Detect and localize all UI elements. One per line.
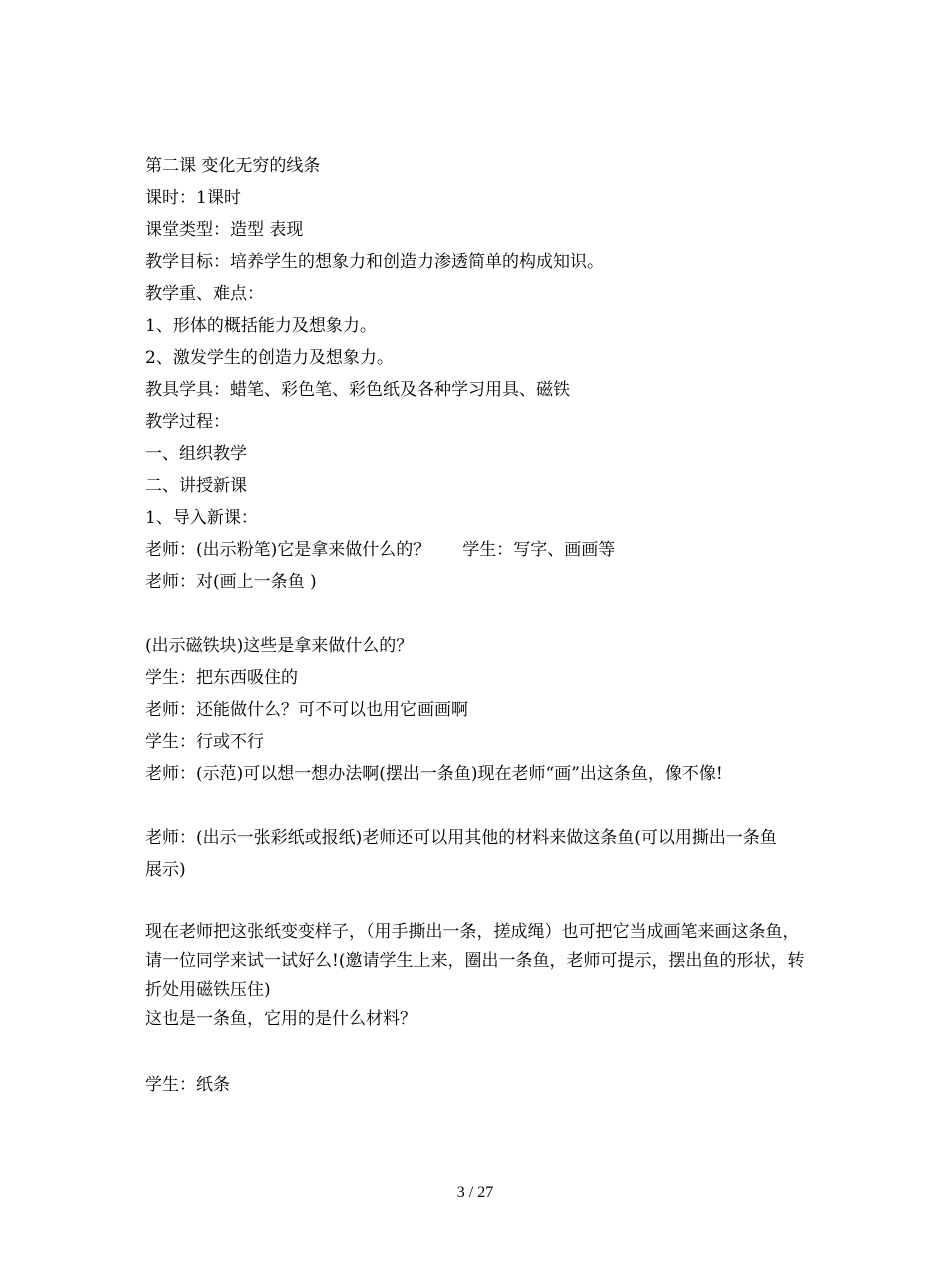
teacher-question: 老师：(出示粉笔)它是拿来做什么的？ <box>145 540 431 560</box>
blank-line <box>145 790 810 822</box>
blank-line <box>145 598 810 630</box>
lesson-type: 课堂类型：造型 表现 <box>145 220 304 240</box>
document-body <box>145 150 810 1101</box>
student-line: 学生：把东西吸住的 <box>145 668 298 688</box>
intro-heading: 1、导入新课： <box>145 508 258 528</box>
lesson-title: 第二课 变化无穷的线条 <box>145 156 321 176</box>
teacher-paragraph: 现在老师把这张纸变变样子，（用手撕出一条，搓成绳）也可把它当成画笔来画这条鱼，请一位同学来试一试好么!(邀请学生上来，圈出一条鱼，老师可提示，摆出鱼的形状，转折处用磁铁压住) <box>145 922 805 1000</box>
class-hours: 课时：1课时 <box>145 188 241 208</box>
blank-line <box>145 1037 810 1069</box>
dialogue-line <box>145 534 810 566</box>
key-points-heading: 教学重、难点： <box>145 284 264 304</box>
teaching-materials: 教具学具：蜡笔、彩色笔、彩色纸及各种学习用具、磁铁 <box>145 380 570 400</box>
teacher-paragraph: 老师：(示范)可以想一想办法啊(摆出一条鱼)现在老师“画”出这条鱼，像不像! <box>145 764 723 784</box>
student-line: 学生：纸条 <box>145 1075 230 1095</box>
student-answer: 学生：写字、画画等 <box>462 540 616 560</box>
blank-line <box>145 886 810 918</box>
teaching-objective: 教学目标：培养学生的想象力和创造力渗透简单的构成知识。 <box>145 252 604 272</box>
key-point-1: 1、形体的概括能力及想象力。 <box>145 316 377 336</box>
page-number: 3 / 27 <box>456 1184 494 1201</box>
teacher-paragraph: 老师：(出示一张彩纸或报纸)老师还可以用其他的材料来做这条鱼(可以用撕出一条鱼 展示) <box>145 828 794 880</box>
student-line: 学生：行或不行 <box>145 732 264 752</box>
teacher-line: (出示磁铁块)这些是拿来做什么的？ <box>145 636 414 656</box>
teacher-line: 老师：还能做什么？可不可以也用它画画啊 <box>145 700 468 720</box>
teacher-line: 这也是一条鱼，它用的是什么材料？ <box>145 1009 417 1029</box>
step-organize: 一、组织教学 <box>145 444 247 464</box>
teacher-line: 老师：对(画上一条鱼 ) <box>145 572 317 592</box>
process-heading: 教学过程： <box>145 412 230 432</box>
key-point-2: 2、激发学生的创造力及想象力。 <box>145 348 394 368</box>
step-new-lesson: 二、讲授新课 <box>145 476 247 496</box>
